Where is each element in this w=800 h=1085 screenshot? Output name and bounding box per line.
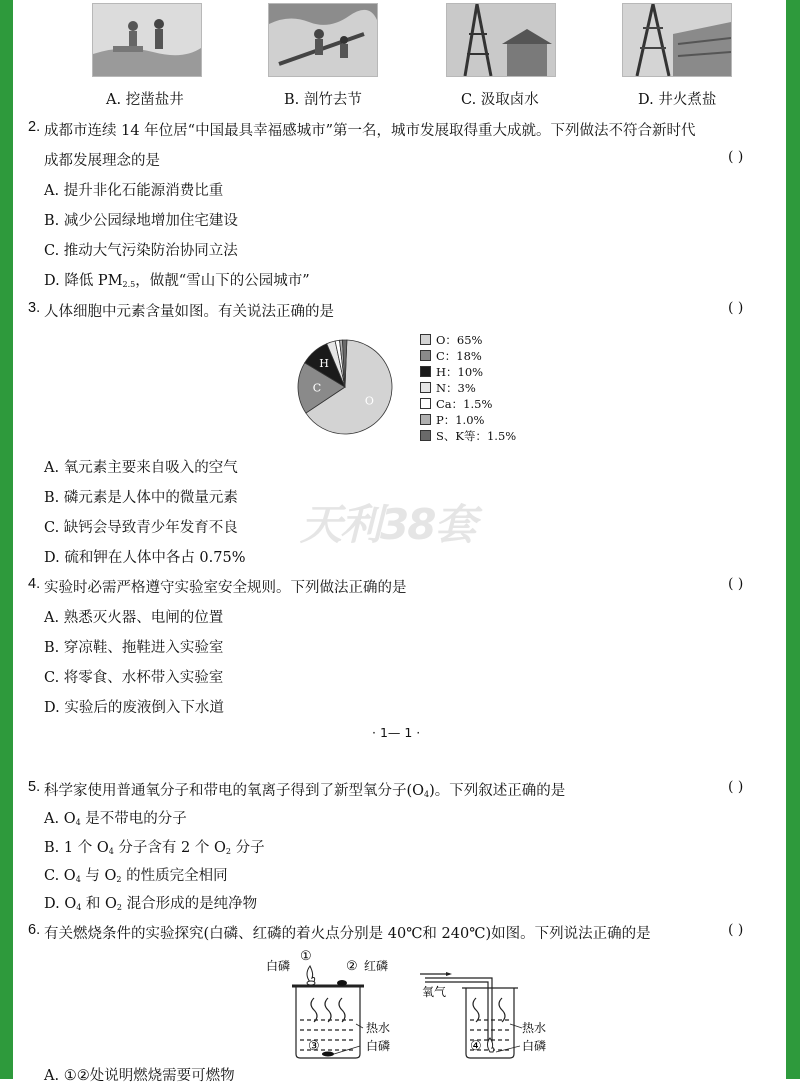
legend-swatch-1 <box>420 350 431 361</box>
q6-option-a[interactable]: A. ①②处说明燃烧需要可燃物 <box>44 1068 235 1084</box>
photo-split-bamboo <box>268 3 378 77</box>
legend-label-4: Ca：1.5% <box>436 397 493 411</box>
q5-answer-paren[interactable]: ( ) <box>728 779 744 795</box>
q3-answer-paren[interactable]: ( ) <box>728 300 744 316</box>
legend-swatch-6 <box>420 430 431 441</box>
label-hot-water-left: 热水 <box>366 1021 391 1035</box>
label-white-phosphorus-3: 白磷 <box>522 1039 547 1053</box>
label-white-phosphorus: 白磷 <box>266 959 291 973</box>
label-circle-2: ② <box>346 959 358 974</box>
q4-option-d[interactable]: D. 实验后的废液倒入下水道 <box>44 700 224 716</box>
page-number: · 1— 1 · <box>372 725 421 740</box>
legend-item-4 <box>420 397 492 411</box>
label-hot-water-right: 热水 <box>522 1021 547 1035</box>
q4-answer-paren[interactable]: ( ) <box>728 576 744 592</box>
beaker-left <box>292 986 364 1058</box>
legend-swatch-3 <box>420 382 431 393</box>
legend-swatch-0 <box>420 334 431 345</box>
q6-stem: 有关燃烧条件的实验探究(白磷、红磷的着火点分别是 40℃和 240℃)如图。下列说法正确的是 <box>44 926 651 942</box>
element-pie-chart <box>296 338 394 436</box>
legend-item-5 <box>420 413 484 427</box>
photo-dig-salt-well <box>92 3 202 77</box>
q6-answer-paren[interactable]: ( ) <box>728 922 744 938</box>
pie-slice-label-2: H <box>319 356 329 370</box>
q2-option-a[interactable]: A. 提升非化石能源消费比重 <box>44 183 224 199</box>
legend-label-3: N：3% <box>436 381 476 395</box>
q5-option-d[interactable]: D. $O_4$ 和 $O_2$ 混合形成的是纯净物 <box>44 896 258 912</box>
q3-option-d[interactable]: D. 硫和钾在人体中各占 0.75% <box>44 550 246 566</box>
q3-number: 3. <box>28 300 41 316</box>
q3-option-a[interactable]: A. 氧元素主要来自吸入的空气 <box>44 460 238 476</box>
q2-option-c[interactable]: C. 推动大气污染防治协同立法 <box>44 243 238 259</box>
q4-option-a[interactable]: A. 熟悉灭火器、电闸的位置 <box>44 610 224 626</box>
q5-number: 5. <box>28 779 41 795</box>
q5-option-c[interactable]: C. $O_4$ 与 $O_2$ 的性质完全相同 <box>44 868 228 884</box>
q3-option-b[interactable]: B. 磷元素是人体中的微量元素 <box>44 490 238 506</box>
q3-stem: 人体细胞中元素含量如图。有关说法正确的是 <box>44 304 334 320</box>
q5-stem: 科学家使用普通氧分子和带电的氧离子得到了新型氧分子$(O_4)$。下列叙述正确的是 <box>44 783 566 799</box>
label-circle-4: ④ <box>470 1039 482 1054</box>
q4-option-b[interactable]: B. 穿凉鞋、拖鞋进入实验室 <box>44 640 224 656</box>
q2-number: 2. <box>28 119 41 135</box>
right-green-border <box>786 0 800 1079</box>
legend-swatch-2 <box>420 366 431 377</box>
label-circle-3: ③ <box>308 1039 320 1054</box>
white-phosphorus-underwater <box>322 1052 334 1057</box>
label-oxygen: 氧气 <box>422 985 447 999</box>
legend-label-6: S、K等：1.5% <box>436 429 517 443</box>
q4-number: 4. <box>28 576 41 592</box>
q1-option-a[interactable]: A. 挖凿盐井 <box>106 92 184 108</box>
q5-option-b[interactable]: B. 1 个 $O_4$ 分子含有 2 个 $O_2$ 分子 <box>44 840 265 856</box>
combustion-apparatus-diagram <box>260 948 560 1060</box>
q5-option-a[interactable]: A. $O_4$ 是不带电的分子 <box>44 811 187 827</box>
red-phosphorus-on-plate <box>337 980 347 986</box>
legend-swatch-5 <box>420 414 431 425</box>
q2-answer-paren[interactable]: ( ) <box>728 149 744 165</box>
q6-number: 6. <box>28 922 41 938</box>
q2-option-d[interactable]: D. 降低 $PM_{2.5}$，做靓“雪山下的公园城市” <box>44 273 310 289</box>
q2-stem-line1: 成都市连续 14 年位居“中国最具幸福感城市”第一名，城市发展取得重大成就。下列做法不符合新时代 <box>44 123 696 139</box>
q1-option-b[interactable]: B. 剖竹去节 <box>284 92 362 108</box>
legend-item-6 <box>420 429 516 443</box>
pie-slice-label-0: O <box>364 394 374 408</box>
q2-option-b[interactable]: B. 减少公园绿地增加住宅建设 <box>44 213 238 229</box>
label-red-phosphorus: 红磷 <box>364 959 389 973</box>
legend-swatch-4 <box>420 398 431 409</box>
legend-item-2 <box>420 365 483 379</box>
photo-draw-brine <box>446 3 556 77</box>
q4-stem: 实验时必需严格遵守实验室安全规则。下列做法正确的是 <box>44 580 407 596</box>
legend-item-0 <box>420 333 483 347</box>
watermark-logo: 天利38套 <box>300 500 475 549</box>
pie-slice-label-1: C <box>312 381 322 395</box>
q4-option-c[interactable]: C. 将零食、水杯带入实验室 <box>44 670 224 686</box>
q2-stem-line2: 成都发展理念的是 <box>44 153 160 169</box>
white-phosphorus-on-plate <box>307 981 315 985</box>
flame-left <box>307 966 315 982</box>
q1-option-d[interactable]: D. 井火煮盐 <box>638 92 717 108</box>
pie-legend <box>420 333 540 445</box>
label-white-phosphorus-2: 白磷 <box>366 1039 391 1053</box>
label-circle-1: ① <box>300 949 312 964</box>
photo-boil-salt <box>622 3 732 77</box>
legend-item-1 <box>420 349 482 363</box>
q3-option-c[interactable]: C. 缺钙会导致青少年发育不良 <box>44 520 238 536</box>
legend-label-0: O：65% <box>436 333 483 347</box>
legend-label-2: H：10% <box>436 365 484 379</box>
legend-label-1: C：18% <box>436 349 482 363</box>
left-green-border <box>0 0 13 1079</box>
q1-option-c[interactable]: C. 汲取卤水 <box>461 92 539 108</box>
legend-item-3 <box>420 381 476 395</box>
legend-label-5: P：1.0% <box>436 413 485 427</box>
